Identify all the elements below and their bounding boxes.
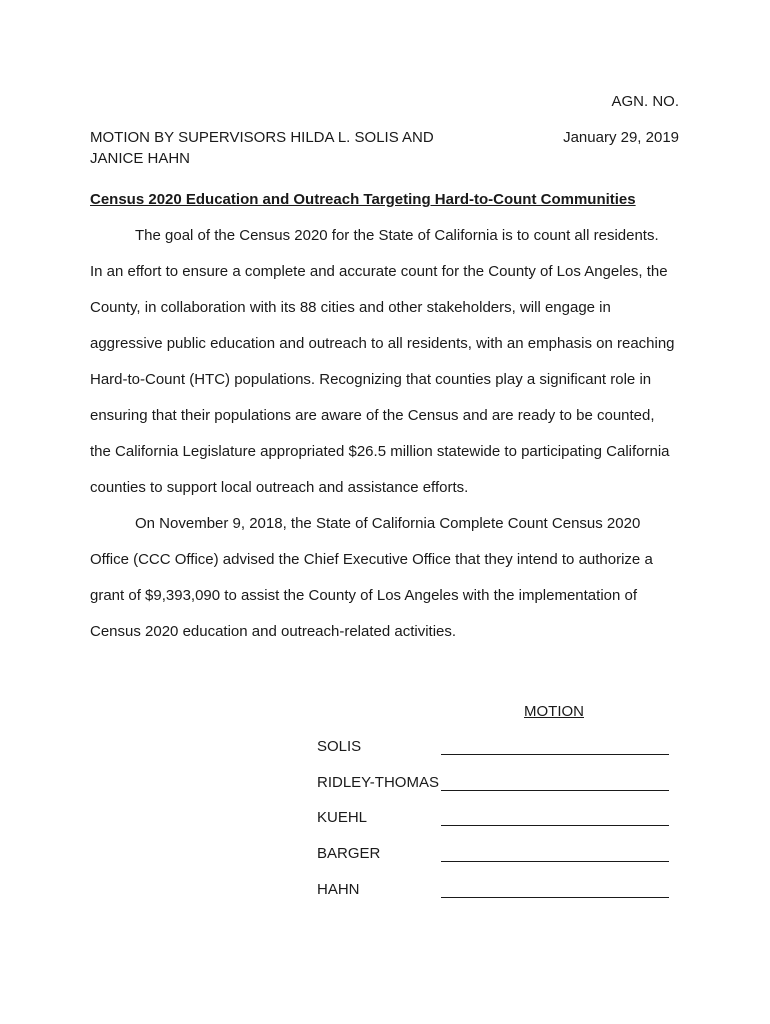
paragraph-line: ensuring that their populations are aware of the Census and are ready to be counted,: [90, 407, 655, 424]
paragraph-line: The goal of the Census 2020 for the State of California is to count all residents.: [135, 227, 659, 244]
supervisor-name: HAHN: [317, 881, 360, 898]
paragraph-1: [90, 218, 690, 506]
paragraph-line: Office (CCC Office) advised the Chief Executive Office that they intend to authorize a: [90, 551, 653, 568]
motion-date: January 29, 2019: [563, 129, 679, 146]
supervisor-name: BARGER: [317, 845, 381, 862]
document-title: Census 2020 Education and Outreach Targeting Hard-to-Count Communities: [90, 191, 636, 208]
paragraph-line: aggressive public education and outreach to all residents, with an emphasis on reaching: [90, 335, 675, 352]
paragraph-line: On November 9, 2018, the State of California Complete Count Census 2020: [135, 515, 641, 532]
signature-line: [441, 897, 669, 898]
signature-line: [441, 754, 669, 755]
motion-by-line2: JANICE HAHN: [90, 150, 191, 167]
paragraph-line: County, in collaboration with its 88 cities and other stakeholders, will engage in: [90, 299, 611, 316]
supervisor-name: RIDLEY-THOMAS: [317, 774, 439, 791]
signature-line: [441, 861, 669, 862]
signature-line: [441, 825, 669, 826]
paragraph-line: In an effort to ensure a complete and accurate count for the County of Los Angeles, the: [90, 263, 668, 280]
supervisor-name: SOLIS: [317, 738, 362, 755]
vote-row-hahn: [317, 881, 677, 903]
motion-by-line1: MOTION BY SUPERVISORS HILDA L. SOLIS AND: [90, 129, 434, 146]
agenda-number: AGN. NO.: [611, 93, 679, 110]
paragraph-line: Hard-to-Count (HTC) populations. Recognizing that counties play a significant role in: [90, 371, 652, 388]
paragraph-line: Census 2020 education and outreach-related activities.: [90, 623, 457, 640]
supervisor-name: KUEHL: [317, 809, 368, 826]
paragraph-2: [90, 506, 690, 650]
signature-line: [441, 790, 669, 791]
motion-heading: MOTION: [524, 703, 584, 720]
vote-row-barger: [317, 845, 677, 867]
paragraph-line: grant of $9,393,090 to assist the County of Los Angeles with the implementation of: [90, 587, 638, 604]
vote-row-solis: [317, 738, 677, 760]
paragraph-line: the California Legislature appropriated $26.5 million statewide to participating California: [90, 443, 670, 460]
paragraph-line: counties to support local outreach and assistance efforts.: [90, 479, 469, 496]
vote-row-kuehl: [317, 809, 677, 831]
vote-row-ridley-thomas: [317, 774, 677, 796]
